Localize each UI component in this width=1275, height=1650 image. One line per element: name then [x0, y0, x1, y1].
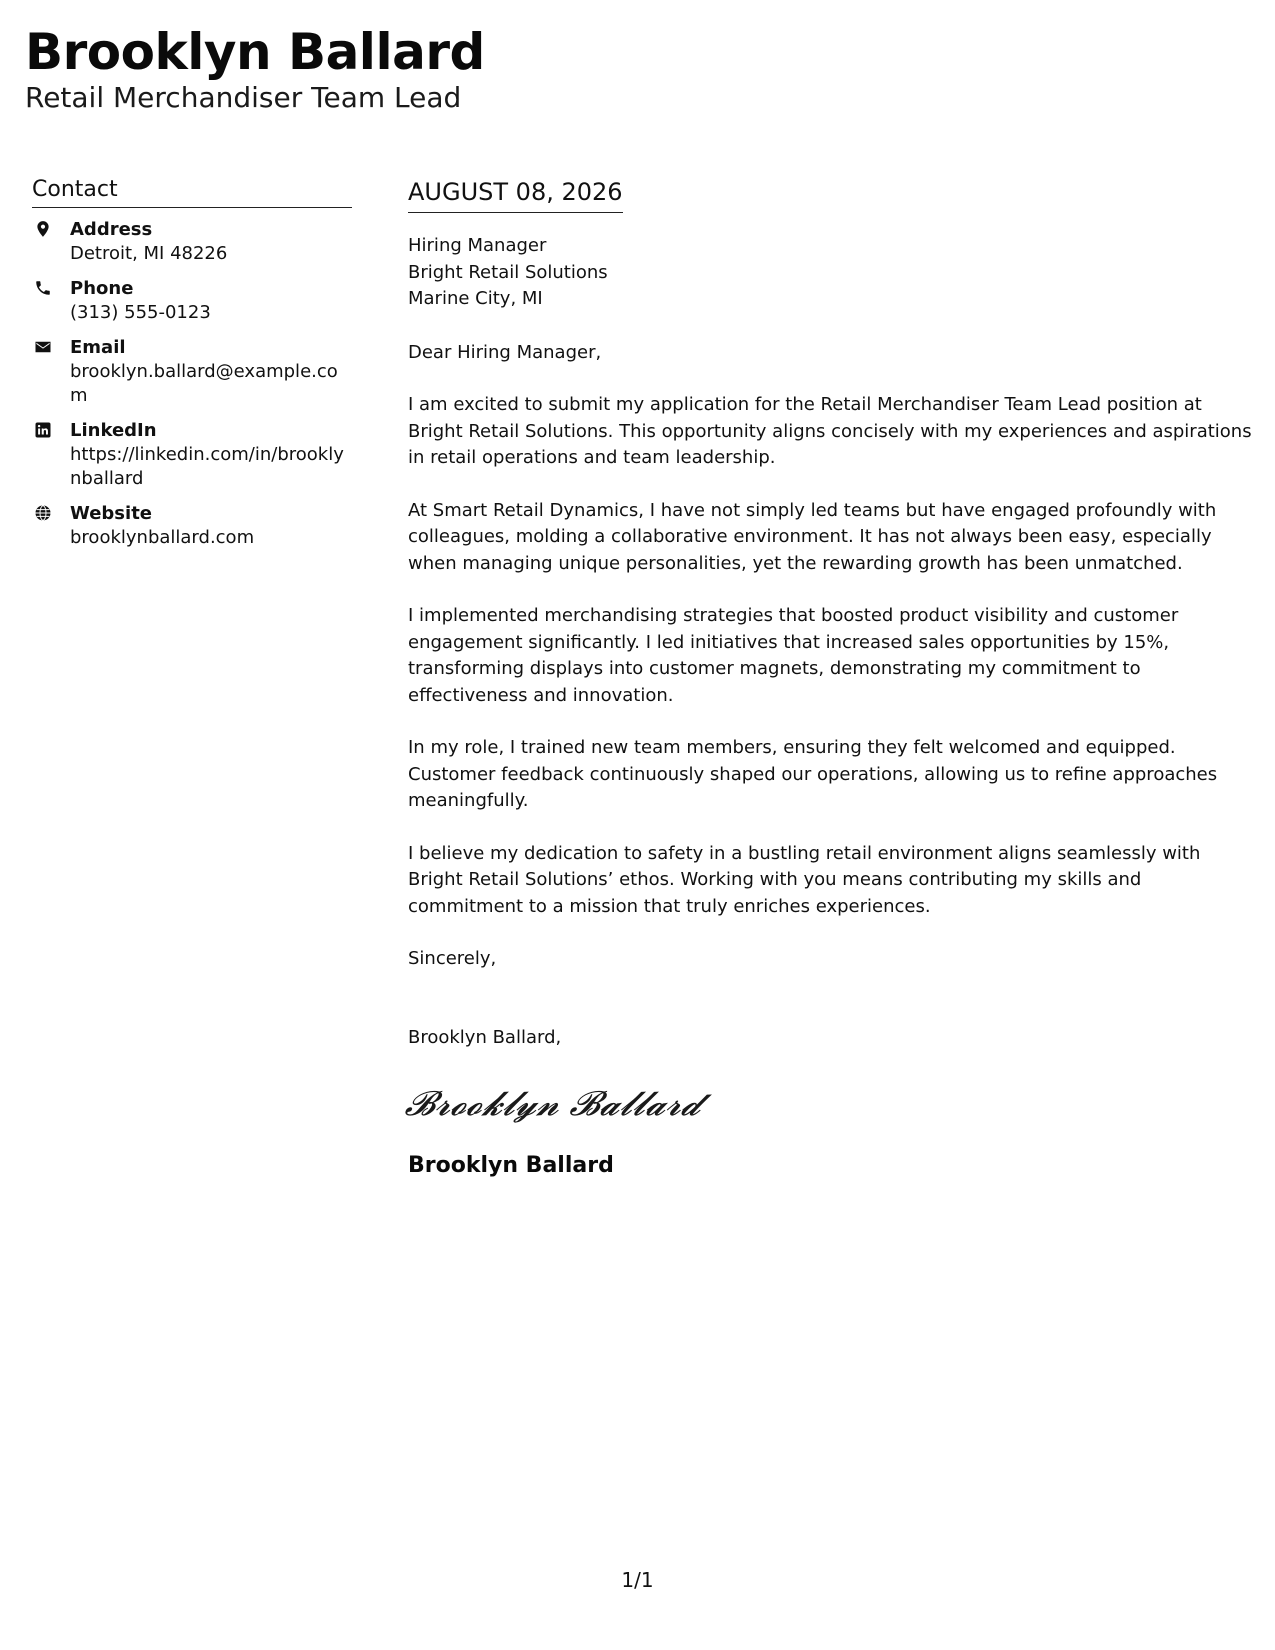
- contact-list: [32, 218, 352, 550]
- phone-icon: [32, 277, 70, 297]
- globe-icon: [32, 502, 70, 522]
- contact-item-phone: [32, 277, 352, 325]
- linkedin-icon: [32, 419, 70, 439]
- contact-label: LinkedIn: [70, 420, 157, 441]
- letter-paragraph: In my role, I trained new team members, ensuring they felt welcomed and equipped. Customer feedback continuously shaped our operations, allowing us to refine approaches meaningfully.: [408, 737, 1218, 811]
- contact-label: Address: [70, 219, 153, 240]
- email-icon: [32, 336, 70, 356]
- closing-name: Brooklyn Ballard,: [408, 1026, 562, 1048]
- recipient-block: [408, 233, 1253, 313]
- contact-label: Website: [70, 503, 153, 524]
- salutation: Dear Hiring Manager,: [408, 341, 602, 363]
- letter-date: AUGUST 08, 2026: [408, 176, 623, 213]
- recipient-line: Hiring Manager: [408, 235, 547, 256]
- handwritten-signature: [402, 1073, 1253, 1133]
- contact-item-address: [32, 218, 352, 266]
- email-value[interactable]: brooklyn.ballard@example.com: [70, 361, 338, 406]
- contact-heading: Contact: [32, 176, 352, 208]
- letter-paragraph: At Smart Retail Dynamics, I have not simply led teams but have engaged profoundly with colleagues, molding a collaborative environment. It has not always been easy, especially when managing unique personalities, yet the rewarding growth has been unmatched.: [408, 499, 1217, 574]
- contact-item-email: [32, 336, 352, 408]
- contact-sidebar: [32, 176, 352, 561]
- linkedin-value[interactable]: https://linkedin.com/in/brooklynballard: [70, 444, 344, 489]
- letter-body: [402, 176, 1253, 1181]
- website-value[interactable]: brooklynballard.com: [70, 527, 255, 548]
- phone-value: (313) 555-0123: [70, 302, 211, 323]
- page-number: 1/1: [621, 1568, 654, 1592]
- contact-label: Phone: [70, 278, 134, 299]
- closing: Sincerely,: [408, 948, 497, 969]
- recipient-line: Marine City, MI: [408, 288, 543, 309]
- letter-paragraph: I believe my dedication to safety in a bustling retail environment aligns seamlessly with Bright Retail Solutions’ ethos. Working with you means contributing my skills and commitment to a mission that truly enriches experiences.: [408, 842, 1201, 917]
- applicant-name: Brooklyn Ballard: [25, 23, 485, 81]
- applicant-title: Retail Merchandiser Team Lead: [25, 81, 462, 114]
- address-value: Detroit, MI 48226: [70, 243, 228, 264]
- contact-item-linkedin: [32, 419, 352, 491]
- location-pin-icon: [32, 218, 70, 238]
- svg-text:𝓑𝓻𝓸𝓸𝓴𝓵𝔂𝓷 𝓑𝓪𝓵𝓵𝓪𝓻�: 𝓑𝓻𝓸𝓸𝓴𝓵𝔂𝓷 𝓑𝓪𝓵𝓵𝓪𝓻𝓭: [402, 1084, 705, 1124]
- contact-label: Email: [70, 337, 126, 358]
- printed-name: Brooklyn Ballard: [408, 1153, 614, 1178]
- letter-paragraph: I am excited to submit my application for the Retail Merchandiser Team Lead position at Bright Retail Solutions. This opportunity aligns concisely with my experiences and aspirations in retail operations and team leadership.: [408, 394, 1252, 468]
- recipient-line: Bright Retail Solutions: [408, 261, 608, 283]
- letter-paragraph: I implemented merchandising strategies that boosted product visibility and customer engagement significantly. I led initiatives that increased sales opportunities by 15%, transforming displays into customer magnets, demonstrating my commitment to effectiveness and innovation.: [408, 605, 1179, 706]
- contact-item-website: [32, 502, 352, 550]
